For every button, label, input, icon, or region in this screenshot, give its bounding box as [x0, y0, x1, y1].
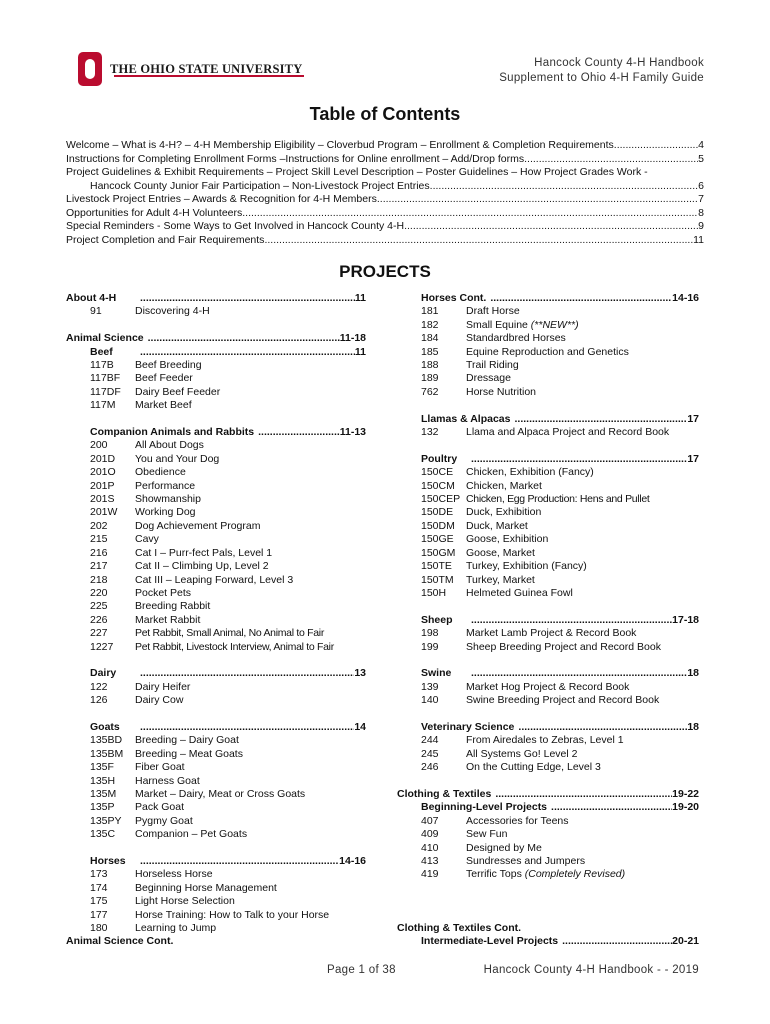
- subsection-heading: Intermediate-Level Projects ..... 20-21: [397, 935, 699, 948]
- list-item: 122 Dairy Heifer: [90, 680, 191, 693]
- section-heading: Animal Science ..... 11-18: [66, 332, 366, 345]
- list-item: 201W Working Dog: [90, 506, 196, 519]
- list-item: 246 On the Cutting Edge, Level 3: [421, 761, 601, 774]
- list-item: 150TE Turkey, Exhibition (Fancy): [421, 560, 587, 573]
- list-item: 409 Sew Fun: [421, 828, 508, 841]
- list-item: 177 Horse Training: How to Talk to your Horse: [90, 908, 330, 921]
- list-item: 181 Draft Horse: [421, 305, 520, 318]
- list-item: 91 Discovering 4-H: [90, 305, 210, 318]
- header-subtitle: [499, 56, 704, 86]
- list-item: 150GE Goose, Exhibition: [421, 533, 549, 546]
- list-item: 150CE Chicken, Exhibition (Fancy): [421, 466, 594, 479]
- list-item: 244 From Airedales to Zebras, Level 1: [421, 734, 624, 747]
- list-item: 173 Horseless Horse: [90, 868, 213, 881]
- list-item: 245 All Systems Go! Level 2: [421, 747, 578, 760]
- toc-entry[interactable]: Hancock County Junior Fair Participation – Non-Livestock Project Entries ..... 6: [66, 180, 704, 194]
- section-heading: Horses Cont. ..... 14-16: [397, 292, 699, 305]
- list-item: 117DF Dairy Beef Feeder: [90, 385, 221, 398]
- toc-entry[interactable]: Special Reminders - Some Ways to Get Involved in Hancock County 4-H ..... 9: [66, 220, 704, 234]
- list-item: 215 Cavy: [90, 533, 159, 546]
- section-horses: [66, 855, 366, 935]
- section-sheep: [397, 614, 699, 654]
- clothing-cont-heading: Clothing & Textiles Cont.: [397, 921, 522, 934]
- section-heading: Beef ..... 11: [66, 346, 366, 359]
- list-item: 135C Companion – Pet Goats: [90, 828, 248, 841]
- section-heading: Dairy ..... 13: [66, 667, 366, 680]
- list-item: 150H Helmeted Guinea Fowl: [421, 586, 573, 599]
- list-item: 174 Beginning Horse Management: [90, 881, 277, 894]
- list-item: 198 Market Lamb Project & Record Book: [421, 627, 637, 640]
- list-item: 185 Equine Reproduction and Genetics: [421, 345, 629, 358]
- toc-entry[interactable]: Project Guidelines & Exhibit Requirements – Project Skill Level Description – Poster Guidelines – How Project Grades Work -: [66, 166, 648, 178]
- section-heading: Horses ..... 14-16: [66, 855, 366, 868]
- list-item: 762 Horse Nutrition: [421, 385, 537, 398]
- section-about: [66, 292, 366, 319]
- header-line-2: Supplement to Ohio 4-H Family Guide: [499, 72, 704, 84]
- section-heading: Goats ..... 14: [66, 721, 366, 734]
- list-item: 407 Accessories for Teens: [421, 814, 569, 827]
- toc-entry[interactable]: Opportunities for Adult 4-H Volunteers ..... 8: [66, 207, 704, 221]
- section-dairy: [66, 667, 366, 707]
- projects-right-column: [397, 292, 699, 949]
- section-heading: Veterinary Science ..... 18: [397, 721, 699, 734]
- list-item: 135BD Breeding – Dairy Goat: [90, 734, 239, 747]
- animal-science-cont-heading: Animal Science Cont.: [66, 935, 174, 948]
- section-heading: About 4-H ..... 11: [66, 292, 366, 305]
- section-beef: [66, 346, 366, 413]
- osu-logo: [78, 52, 302, 86]
- section-llamas: [397, 413, 699, 440]
- list-item: 135H Harness Goat: [90, 774, 200, 787]
- page-number: Page 1 of 38: [327, 964, 396, 976]
- list-item: 220 Pocket Pets: [90, 586, 192, 599]
- page-header: [76, 50, 704, 90]
- list-item: 216 Cat I – Purr-fect Pals, Level 1: [90, 546, 273, 559]
- list-item: 150TM Turkey, Market: [421, 573, 535, 586]
- list-item: 140 Swine Breeding Project and Record Book: [421, 694, 660, 707]
- list-item: 200 All About Dogs: [90, 439, 204, 452]
- toc-entry[interactable]: Project Completion and Fair Requirements ..... 11: [66, 234, 704, 248]
- section-heading: Sheep ..... 17-18: [397, 614, 699, 627]
- block-o-icon: [78, 52, 102, 86]
- list-item: 201D You and Your Dog: [90, 452, 220, 465]
- section-heading: Llamas & Alpacas ..... 17: [397, 413, 699, 426]
- toc-entry[interactable]: Livestock Project Entries – Awards & Recognition for 4-H Members ..... 7: [66, 193, 704, 207]
- toc-entry[interactable]: Instructions for Completing Enrollment Forms –Instructions for Online enrollment – Add/Drop forms ..... 5: [66, 153, 704, 167]
- section-heading: Swine ..... 18: [397, 667, 699, 680]
- list-item: 135PY Pygmy Goat: [90, 814, 193, 827]
- university-name: THE OHIO STATE UNIVERSITY: [110, 61, 303, 76]
- list-item: 175 Light Horse Selection: [90, 895, 235, 908]
- list-item: 150GM Goose, Market: [421, 546, 535, 559]
- section-swine: [397, 667, 699, 707]
- new-note: (**NEW**): [530, 318, 579, 331]
- logo-divider: [114, 75, 304, 77]
- list-item: 218 Cat III – Leaping Forward, Level 3: [90, 573, 294, 586]
- list-item: 182 Small Equine (**NEW**): [421, 318, 579, 331]
- list-item: 150DE Duck, Exhibition: [421, 506, 542, 519]
- list-item: 225 Breeding Rabbit: [90, 600, 211, 613]
- list-item: 117B Beef Breeding: [90, 359, 202, 372]
- list-item: 135M Market – Dairy, Meat or Cross Goats: [90, 787, 306, 800]
- list-item: 117BF Beef Feeder: [90, 372, 193, 385]
- section-heading: Companion Animals and Rabbits ..... 11-13: [66, 426, 366, 439]
- list-item: 410 Designed by Me: [421, 841, 542, 854]
- list-item: 135F Fiber Goat: [90, 761, 185, 774]
- list-item: 135BM Breeding – Meat Goats: [90, 747, 243, 760]
- section-clothing: [397, 788, 699, 882]
- list-item: 419 Terrific Tops (Completely Revised): [421, 868, 626, 881]
- section-animal-science: [66, 332, 366, 345]
- header-line-1: Hancock County 4-H Handbook: [534, 57, 704, 69]
- list-item: 227 Pet Rabbit, Small Animal, No Animal to Fair: [90, 627, 325, 640]
- list-item: 199 Sheep Breeding Project and Record Book: [421, 640, 661, 653]
- list-item: 150CEP Chicken, Egg Production: Hens and Pullet: [421, 493, 650, 506]
- toc-title: Table of Contents: [309, 104, 461, 124]
- list-item: 139 Market Hog Project & Record Book: [421, 680, 630, 693]
- list-item: 201P Performance: [90, 479, 196, 492]
- list-item: 150CM Chicken, Market: [421, 479, 542, 492]
- list-item: 135P Pack Goat: [90, 801, 185, 814]
- list-item: 1227 Pet Rabbit, Livestock Interview, Animal to Fair: [90, 640, 334, 653]
- list-item: 184 Standardbred Horses: [421, 332, 566, 345]
- list-item: 132 Llama and Alpaca Project and Record Book: [421, 426, 670, 439]
- section-horses-cont: [397, 292, 699, 399]
- subsection-heading: Beginning-Level Projects ..... 19-20: [397, 801, 699, 814]
- list-item: 202 Dog Achievement Program: [90, 519, 261, 532]
- list-item: 201O Obedience: [90, 466, 186, 479]
- list-item: 189 Dressage: [421, 372, 511, 385]
- toc-list: [66, 139, 704, 247]
- list-item: 226 Market Rabbit: [90, 613, 201, 626]
- section-goats: [66, 721, 366, 842]
- list-item: 413 Sundresses and Jumpers: [421, 854, 586, 867]
- projects-title: PROJECTS: [339, 262, 431, 281]
- list-item: 188 Trail Riding: [421, 359, 519, 372]
- section-poultry: [397, 453, 699, 600]
- section-veterinary: [397, 721, 699, 775]
- list-item: 117M Market Beef: [90, 399, 192, 412]
- section-companion: [66, 426, 366, 654]
- list-item: 180 Learning to Jump: [90, 922, 217, 935]
- list-item: 201S Showmanship: [90, 493, 201, 506]
- list-item: 217 Cat II – Climbing Up, Level 2: [90, 560, 269, 573]
- projects-left-column: [66, 292, 366, 949]
- section-heading: Poultry ..... 17: [397, 453, 699, 466]
- toc-entry[interactable]: Welcome – What is 4-H? – 4-H Membership Eligibility – Cloverbud Program – Enrollment & Completion Requirements ..... 4: [66, 139, 704, 153]
- revised-note: (Completely Revised): [524, 868, 626, 881]
- list-item: 126 Dairy Cow: [90, 694, 184, 707]
- section-heading: Clothing & Textiles ..... 19-22: [397, 788, 699, 801]
- footer-title: Hancock County 4-H Handbook - - 2019: [483, 964, 699, 976]
- list-item: 150DM Duck, Market: [421, 519, 528, 532]
